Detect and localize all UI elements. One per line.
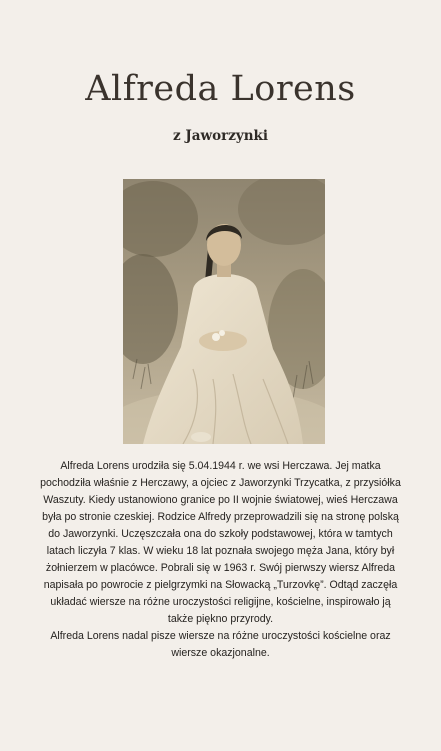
page-subtitle: z Jaworzynki bbox=[172, 128, 269, 144]
portrait-photo-image bbox=[123, 179, 325, 444]
bio-paragraph: Alfreda Lorens urodziła się 5.04.1944 r. we wsi Herczawa. Jej matka pochodziła właśnie z Herczawy, a ojciec z Jaworzynki Trzycatka, z przysiółka Waszuty. Kiedy ustanowiono granice po II wojnie światowej, wieś Herczawa była po stronie czeskiej. Rodzice Alfredy przeprowadzili się na stronę polską do Jaworzynki. Uczęszczała ona do szkoły podstawowej, która w tamtych latach liczyła 7 klas. W wieku 18 lat poznała swojego męża Jana, który był żołnierzem w placówce. Pobrali się w 1963 r. Swój pierwszy wiersz Alfreda napisała po powrocie z pielgrzymki na Słowacką „Turzovkę”. Odtąd zaczęła układać wiersze na różne uroczystości religijne, kościelne, inspirowało ją także piękno przyrody. bbox=[40, 460, 401, 625]
bio-paragraph: Alfreda Lorens nadal pisze wiersze na różne uroczystości kościelne oraz wiersze okazjonalne. bbox=[50, 630, 391, 659]
portrait-photo bbox=[123, 179, 325, 444]
biography-text bbox=[40, 458, 401, 662]
page-title: Alfreda Lorens bbox=[85, 69, 356, 109]
